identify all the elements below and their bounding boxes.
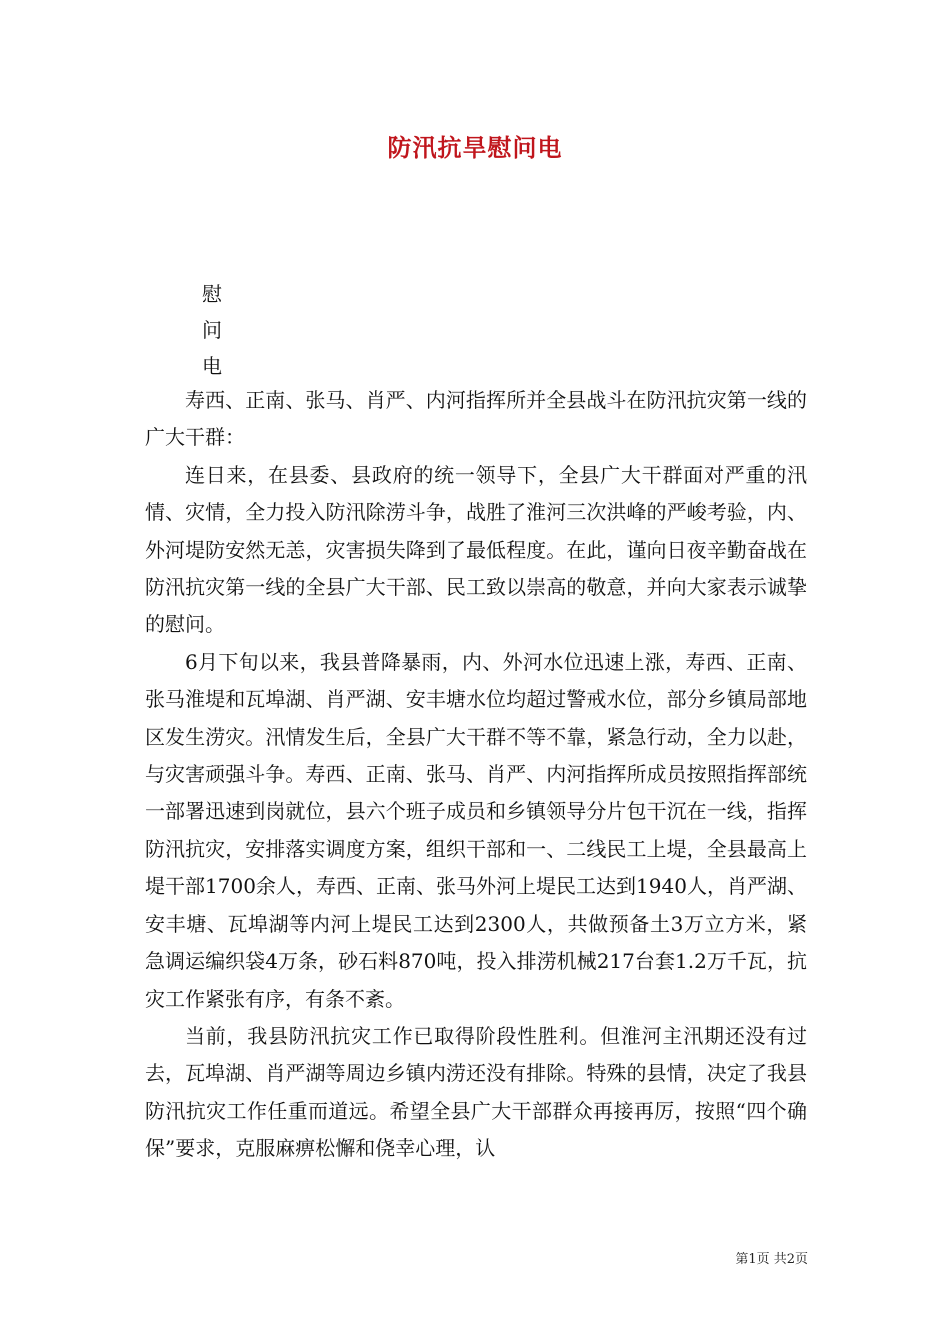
page-number: 第1页 共2页 (735, 1252, 808, 1267)
letter-body (145, 382, 807, 1168)
heading-char: 慰 (202, 282, 222, 306)
heading-char: 电 (202, 354, 222, 378)
body-paragraph: 当前，我县防汛抗灾工作已取得阶段性胜利。但淮河主汛期还没有过去，瓦埠湖、肖严湖等周边乡镇内涝还没有排除。特殊的县情，决定了我县防汛抗灾工作任重而道远。希望全县广大干部群众再接再厉，按照“四个确保”要求，克服麻痹松懈和侥幸心理，认 (145, 1023, 807, 1161)
heading-char: 问 (202, 318, 222, 342)
body-paragraph: 连日来，在县委、县政府的统一领导下，全县广大干群面对严重的汛情、灾情，全力投入防汛除涝斗争，战胜了淮河三次洪峰的严峻考验，内、外河堤防安然无恙，灾害损失降到了最低程度。在此，谨向日夜辛勤奋战在防汛抗灾第一线的全县广大干部、民工致以崇高的敬意，并向大家表示诚挚的慰问。 (145, 462, 807, 637)
page-title: 防汛抗旱慰问电 (387, 133, 563, 162)
salutation-paragraph: 寿西、正南、张马、肖严、内河指挥所并全县战斗在防汛抗灾第一线的广大干群： (145, 388, 807, 450)
vertical-heading (202, 276, 242, 384)
body-paragraph: 6月下旬以来，我县普降暴雨，内、外河水位迅速上涨，寿西、正南、张马淮堤和瓦埠湖、肖严湖、安丰塘水位均超过警戒水位，部分乡镇局部地区发生涝灾。汛情发生后，全县广大干群不等不靠，紧急行动，全力以赴，与灾害顽强斗争。寿西、正南、张马、肖严、内河指挥所成员按照指挥部统一部署迅速到岗就位，县六个班子成员和乡镇领导分片包干沉在一线，指挥防汛抗灾，安排落实调度方案，组织干部和一、二线民工上堤，全县最高上堤干部1700余人，寿西、正南、张马外河上堤民工达到1940人，肖严湖、安丰塘、瓦埠湖等内河上堤民工达到2300人，共做预备土3万立方米，紧急调运编织袋4万条，砂石料870吨，投入排涝机械217台套1.2万千瓦，抗灾工作紧张有序，有条不紊。 (145, 649, 807, 1011)
